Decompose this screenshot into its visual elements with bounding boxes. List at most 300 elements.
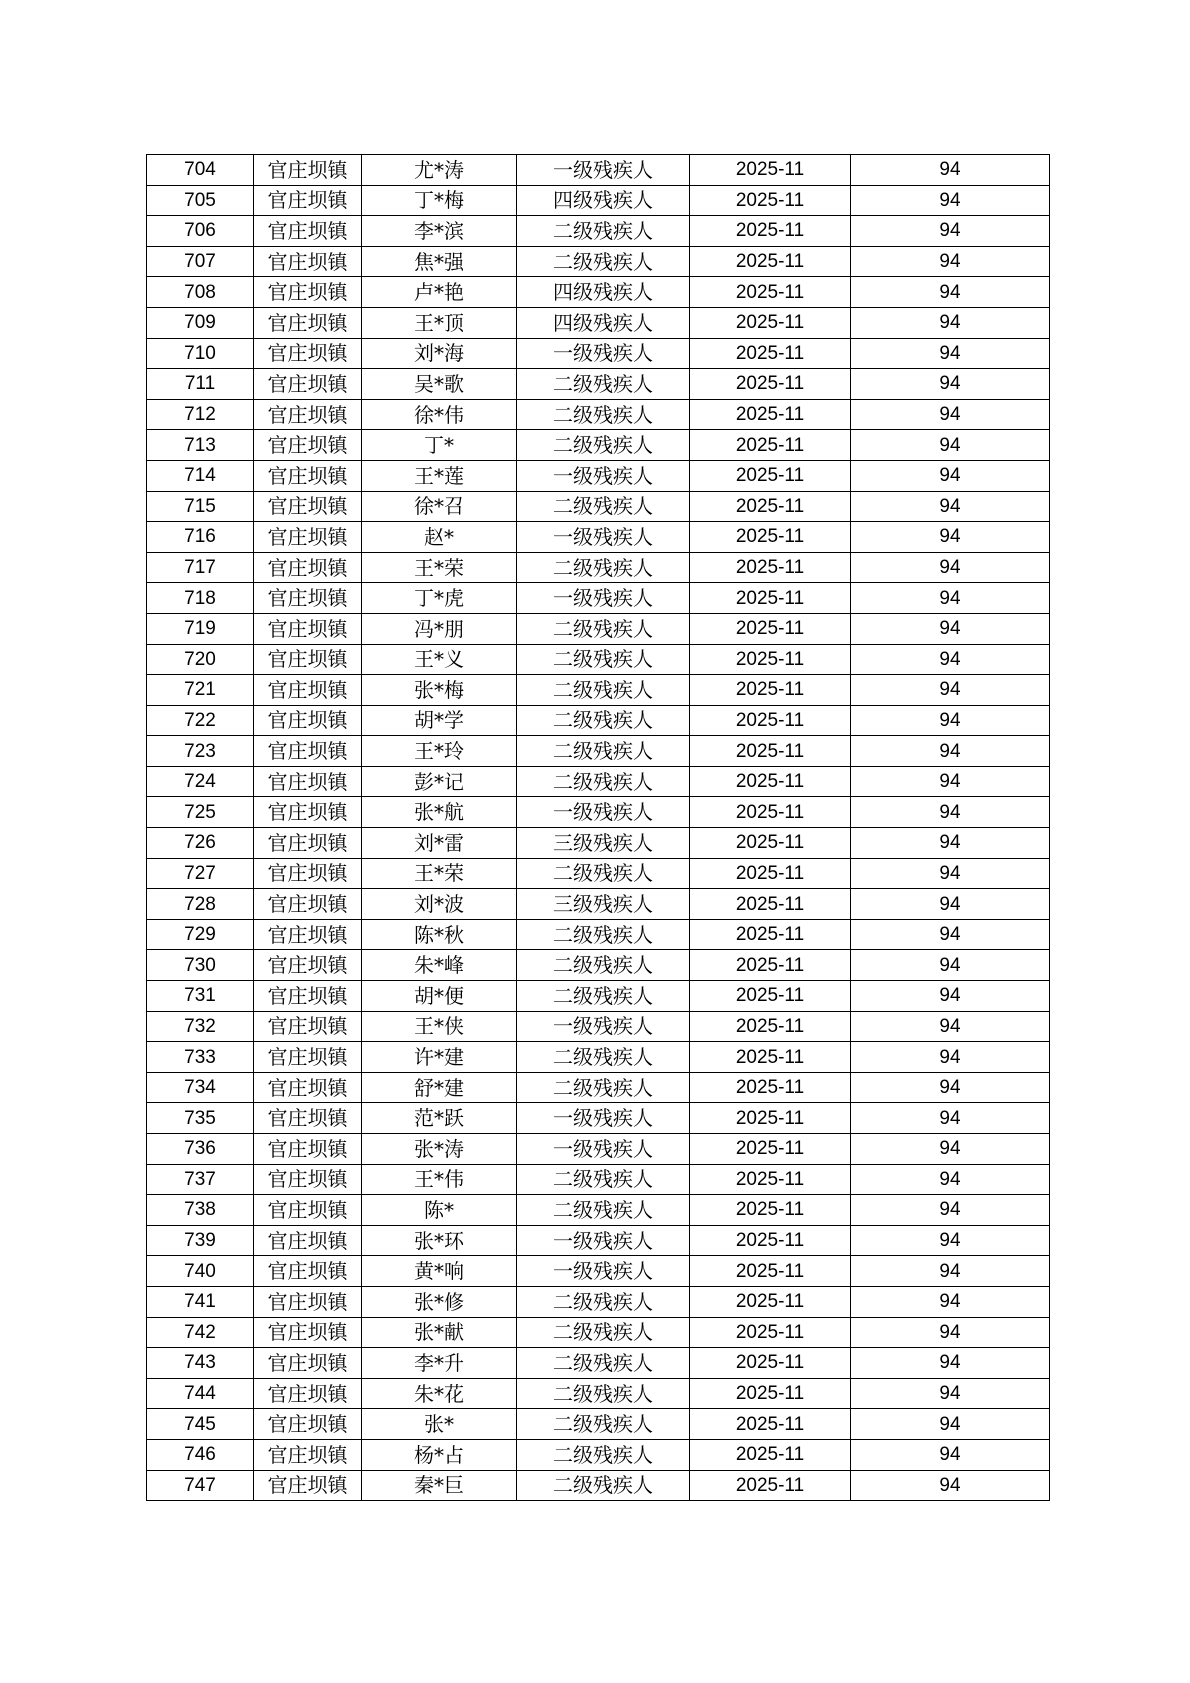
- cell-town: 官庄坝镇: [254, 1072, 362, 1103]
- cell-amount: 94: [851, 766, 1050, 797]
- cell-person-name: 秦*巨: [362, 1470, 517, 1501]
- table-row: [147, 155, 1050, 186]
- cell-town: 官庄坝镇: [254, 460, 362, 491]
- table-row: [147, 1103, 1050, 1134]
- cell-amount: 94: [851, 644, 1050, 675]
- cell-month: 2025-11: [690, 1286, 851, 1317]
- cell-amount: 94: [851, 430, 1050, 461]
- cell-amount: 94: [851, 1317, 1050, 1348]
- table-row: [147, 583, 1050, 614]
- cell-month: 2025-11: [690, 1103, 851, 1134]
- cell-serial-number: 738: [147, 1195, 254, 1226]
- cell-town: 官庄坝镇: [254, 675, 362, 706]
- cell-disability-level: 二级残疾人: [517, 1286, 690, 1317]
- cell-amount: 94: [851, 1134, 1050, 1165]
- cell-month: 2025-11: [690, 277, 851, 308]
- cell-disability-level: 二级残疾人: [517, 1409, 690, 1440]
- cell-person-name: 王*侠: [362, 1011, 517, 1042]
- table-row: [147, 552, 1050, 583]
- cell-month: 2025-11: [690, 1409, 851, 1440]
- cell-disability-level: 四级残疾人: [517, 277, 690, 308]
- cell-disability-level: 二级残疾人: [517, 1164, 690, 1195]
- table-row: [147, 889, 1050, 920]
- table-row: [147, 766, 1050, 797]
- cell-town: 官庄坝镇: [254, 216, 362, 247]
- cell-disability-level: 一级残疾人: [517, 1134, 690, 1165]
- cell-disability-level: 三级残疾人: [517, 828, 690, 859]
- cell-person-name: 王*玲: [362, 736, 517, 767]
- cell-serial-number: 704: [147, 155, 254, 186]
- cell-month: 2025-11: [690, 675, 851, 706]
- cell-serial-number: 720: [147, 644, 254, 675]
- cell-amount: 94: [851, 1348, 1050, 1379]
- cell-month: 2025-11: [690, 705, 851, 736]
- cell-disability-level: 二级残疾人: [517, 675, 690, 706]
- cell-month: 2025-11: [690, 1164, 851, 1195]
- cell-town: 官庄坝镇: [254, 1348, 362, 1379]
- table-row: [147, 1011, 1050, 1042]
- table-row: [147, 277, 1050, 308]
- cell-town: 官庄坝镇: [254, 583, 362, 614]
- cell-disability-level: 二级残疾人: [517, 1470, 690, 1501]
- cell-town: 官庄坝镇: [254, 307, 362, 338]
- cell-person-name: 王*义: [362, 644, 517, 675]
- cell-serial-number: 728: [147, 889, 254, 920]
- cell-serial-number: 707: [147, 246, 254, 277]
- cell-disability-level: 二级残疾人: [517, 613, 690, 644]
- cell-month: 2025-11: [690, 338, 851, 369]
- cell-serial-number: 717: [147, 552, 254, 583]
- cell-town: 官庄坝镇: [254, 858, 362, 889]
- table-row: [147, 1195, 1050, 1226]
- table-row: [147, 613, 1050, 644]
- cell-person-name: 丁*: [362, 430, 517, 461]
- cell-town: 官庄坝镇: [254, 613, 362, 644]
- cell-town: 官庄坝镇: [254, 1439, 362, 1470]
- cell-month: 2025-11: [690, 950, 851, 981]
- cell-town: 官庄坝镇: [254, 369, 362, 400]
- cell-person-name: 陈*: [362, 1195, 517, 1226]
- cell-month: 2025-11: [690, 185, 851, 216]
- table-row: [147, 644, 1050, 675]
- cell-month: 2025-11: [690, 491, 851, 522]
- cell-person-name: 刘*海: [362, 338, 517, 369]
- cell-town: 官庄坝镇: [254, 950, 362, 981]
- cell-month: 2025-11: [690, 460, 851, 491]
- cell-month: 2025-11: [690, 1378, 851, 1409]
- cell-town: 官庄坝镇: [254, 1225, 362, 1256]
- cell-amount: 94: [851, 460, 1050, 491]
- cell-month: 2025-11: [690, 828, 851, 859]
- cell-town: 官庄坝镇: [254, 1103, 362, 1134]
- cell-amount: 94: [851, 277, 1050, 308]
- cell-person-name: 冯*朋: [362, 613, 517, 644]
- cell-month: 2025-11: [690, 1348, 851, 1379]
- cell-disability-level: 二级残疾人: [517, 705, 690, 736]
- cell-disability-level: 一级残疾人: [517, 583, 690, 614]
- cell-amount: 94: [851, 399, 1050, 430]
- cell-town: 官庄坝镇: [254, 705, 362, 736]
- cell-disability-level: 一级残疾人: [517, 1103, 690, 1134]
- table-row: [147, 797, 1050, 828]
- cell-month: 2025-11: [690, 583, 851, 614]
- cell-town: 官庄坝镇: [254, 1134, 362, 1165]
- cell-month: 2025-11: [690, 797, 851, 828]
- cell-person-name: 卢*艳: [362, 277, 517, 308]
- cell-person-name: 尤*涛: [362, 155, 517, 186]
- cell-amount: 94: [851, 1286, 1050, 1317]
- cell-disability-level: 二级残疾人: [517, 1042, 690, 1073]
- cell-disability-level: 二级残疾人: [517, 246, 690, 277]
- table-row: [147, 1470, 1050, 1501]
- cell-disability-level: 二级残疾人: [517, 491, 690, 522]
- cell-disability-level: 二级残疾人: [517, 399, 690, 430]
- table-row: [147, 338, 1050, 369]
- cell-serial-number: 715: [147, 491, 254, 522]
- cell-serial-number: 718: [147, 583, 254, 614]
- table-row: [147, 950, 1050, 981]
- cell-person-name: 王*顶: [362, 307, 517, 338]
- cell-month: 2025-11: [690, 1470, 851, 1501]
- cell-person-name: 杨*占: [362, 1439, 517, 1470]
- cell-disability-level: 四级残疾人: [517, 307, 690, 338]
- cell-month: 2025-11: [690, 155, 851, 186]
- cell-person-name: 胡*便: [362, 981, 517, 1012]
- cell-town: 官庄坝镇: [254, 1470, 362, 1501]
- cell-amount: 94: [851, 1195, 1050, 1226]
- cell-disability-level: 一级残疾人: [517, 338, 690, 369]
- table-row: [147, 399, 1050, 430]
- cell-serial-number: 727: [147, 858, 254, 889]
- cell-month: 2025-11: [690, 1134, 851, 1165]
- cell-disability-level: 二级残疾人: [517, 1072, 690, 1103]
- cell-disability-level: 二级残疾人: [517, 369, 690, 400]
- table-row: [147, 828, 1050, 859]
- cell-person-name: 张*环: [362, 1225, 517, 1256]
- cell-serial-number: 729: [147, 919, 254, 950]
- table-row: [147, 491, 1050, 522]
- cell-serial-number: 731: [147, 981, 254, 1012]
- cell-disability-level: 二级残疾人: [517, 430, 690, 461]
- cell-disability-level: 一级残疾人: [517, 797, 690, 828]
- cell-disability-level: 二级残疾人: [517, 216, 690, 247]
- cell-amount: 94: [851, 919, 1050, 950]
- cell-town: 官庄坝镇: [254, 1011, 362, 1042]
- cell-person-name: 陈*秋: [362, 919, 517, 950]
- roster-body: [147, 155, 1050, 1501]
- cell-serial-number: 710: [147, 338, 254, 369]
- cell-serial-number: 725: [147, 797, 254, 828]
- cell-month: 2025-11: [690, 766, 851, 797]
- cell-amount: 94: [851, 307, 1050, 338]
- cell-person-name: 赵*: [362, 522, 517, 553]
- table-row: [147, 1409, 1050, 1440]
- cell-person-name: 胡*学: [362, 705, 517, 736]
- table-row: [147, 981, 1050, 1012]
- table-row: [147, 1072, 1050, 1103]
- cell-town: 官庄坝镇: [254, 155, 362, 186]
- cell-serial-number: 719: [147, 613, 254, 644]
- cell-serial-number: 746: [147, 1439, 254, 1470]
- cell-town: 官庄坝镇: [254, 736, 362, 767]
- cell-person-name: 徐*伟: [362, 399, 517, 430]
- cell-serial-number: 716: [147, 522, 254, 553]
- cell-disability-level: 二级残疾人: [517, 981, 690, 1012]
- cell-disability-level: 二级残疾人: [517, 1439, 690, 1470]
- cell-amount: 94: [851, 1103, 1050, 1134]
- table-row: [147, 1134, 1050, 1165]
- cell-month: 2025-11: [690, 522, 851, 553]
- cell-person-name: 许*建: [362, 1042, 517, 1073]
- subsidy-roster-table: [146, 154, 1050, 1501]
- cell-month: 2025-11: [690, 552, 851, 583]
- cell-town: 官庄坝镇: [254, 1042, 362, 1073]
- cell-amount: 94: [851, 1256, 1050, 1287]
- cell-person-name: 范*跃: [362, 1103, 517, 1134]
- cell-town: 官庄坝镇: [254, 766, 362, 797]
- cell-town: 官庄坝镇: [254, 491, 362, 522]
- cell-disability-level: 一级残疾人: [517, 1225, 690, 1256]
- cell-disability-level: 二级残疾人: [517, 919, 690, 950]
- cell-amount: 94: [851, 736, 1050, 767]
- cell-amount: 94: [851, 705, 1050, 736]
- cell-serial-number: 736: [147, 1134, 254, 1165]
- table-row: [147, 736, 1050, 767]
- cell-person-name: 朱*峰: [362, 950, 517, 981]
- cell-person-name: 丁*虎: [362, 583, 517, 614]
- table-row: [147, 307, 1050, 338]
- cell-serial-number: 732: [147, 1011, 254, 1042]
- cell-serial-number: 724: [147, 766, 254, 797]
- cell-amount: 94: [851, 155, 1050, 186]
- cell-town: 官庄坝镇: [254, 1378, 362, 1409]
- cell-person-name: 李*滨: [362, 216, 517, 247]
- cell-serial-number: 733: [147, 1042, 254, 1073]
- cell-month: 2025-11: [690, 613, 851, 644]
- cell-town: 官庄坝镇: [254, 828, 362, 859]
- cell-person-name: 张*献: [362, 1317, 517, 1348]
- table-row: [147, 1378, 1050, 1409]
- cell-serial-number: 741: [147, 1286, 254, 1317]
- cell-town: 官庄坝镇: [254, 430, 362, 461]
- cell-town: 官庄坝镇: [254, 522, 362, 553]
- cell-disability-level: 二级残疾人: [517, 736, 690, 767]
- cell-month: 2025-11: [690, 1225, 851, 1256]
- cell-serial-number: 730: [147, 950, 254, 981]
- cell-town: 官庄坝镇: [254, 1286, 362, 1317]
- cell-person-name: 张*修: [362, 1286, 517, 1317]
- cell-person-name: 王*伟: [362, 1164, 517, 1195]
- cell-serial-number: 714: [147, 460, 254, 491]
- cell-serial-number: 740: [147, 1256, 254, 1287]
- cell-town: 官庄坝镇: [254, 399, 362, 430]
- cell-serial-number: 705: [147, 185, 254, 216]
- table-row: [147, 430, 1050, 461]
- cell-serial-number: 713: [147, 430, 254, 461]
- cell-amount: 94: [851, 369, 1050, 400]
- table-row: [147, 1164, 1050, 1195]
- table-row: [147, 1439, 1050, 1470]
- cell-month: 2025-11: [690, 1042, 851, 1073]
- cell-serial-number: 745: [147, 1409, 254, 1440]
- cell-person-name: 李*升: [362, 1348, 517, 1379]
- cell-person-name: 刘*波: [362, 889, 517, 920]
- cell-month: 2025-11: [690, 1195, 851, 1226]
- cell-town: 官庄坝镇: [254, 1256, 362, 1287]
- cell-serial-number: 711: [147, 369, 254, 400]
- cell-person-name: 张*: [362, 1409, 517, 1440]
- cell-amount: 94: [851, 613, 1050, 644]
- cell-disability-level: 一级残疾人: [517, 460, 690, 491]
- table-row: [147, 1256, 1050, 1287]
- cell-town: 官庄坝镇: [254, 797, 362, 828]
- cell-disability-level: 二级残疾人: [517, 858, 690, 889]
- cell-amount: 94: [851, 797, 1050, 828]
- cell-amount: 94: [851, 889, 1050, 920]
- cell-amount: 94: [851, 216, 1050, 247]
- cell-amount: 94: [851, 522, 1050, 553]
- table-row: [147, 369, 1050, 400]
- cell-person-name: 刘*雷: [362, 828, 517, 859]
- table-row: [147, 216, 1050, 247]
- cell-disability-level: 一级残疾人: [517, 155, 690, 186]
- table-row: [147, 460, 1050, 491]
- cell-town: 官庄坝镇: [254, 1409, 362, 1440]
- cell-month: 2025-11: [690, 307, 851, 338]
- cell-serial-number: 721: [147, 675, 254, 706]
- table-row: [147, 185, 1050, 216]
- cell-serial-number: 743: [147, 1348, 254, 1379]
- cell-month: 2025-11: [690, 246, 851, 277]
- cell-serial-number: 723: [147, 736, 254, 767]
- cell-person-name: 朱*花: [362, 1378, 517, 1409]
- cell-person-name: 王*莲: [362, 460, 517, 491]
- cell-disability-level: 一级残疾人: [517, 522, 690, 553]
- cell-amount: 94: [851, 858, 1050, 889]
- cell-amount: 94: [851, 981, 1050, 1012]
- cell-person-name: 张*航: [362, 797, 517, 828]
- cell-person-name: 张*涛: [362, 1134, 517, 1165]
- cell-person-name: 王*荣: [362, 858, 517, 889]
- cell-person-name: 张*梅: [362, 675, 517, 706]
- cell-disability-level: 二级残疾人: [517, 950, 690, 981]
- cell-month: 2025-11: [690, 736, 851, 767]
- cell-amount: 94: [851, 1072, 1050, 1103]
- table-row: [147, 1225, 1050, 1256]
- cell-amount: 94: [851, 1042, 1050, 1073]
- cell-serial-number: 726: [147, 828, 254, 859]
- cell-person-name: 黄*响: [362, 1256, 517, 1287]
- cell-month: 2025-11: [690, 430, 851, 461]
- cell-amount: 94: [851, 1409, 1050, 1440]
- cell-serial-number: 742: [147, 1317, 254, 1348]
- cell-town: 官庄坝镇: [254, 889, 362, 920]
- cell-serial-number: 712: [147, 399, 254, 430]
- cell-month: 2025-11: [690, 1439, 851, 1470]
- cell-month: 2025-11: [690, 889, 851, 920]
- cell-town: 官庄坝镇: [254, 1195, 362, 1226]
- cell-amount: 94: [851, 950, 1050, 981]
- cell-month: 2025-11: [690, 1256, 851, 1287]
- cell-serial-number: 747: [147, 1470, 254, 1501]
- cell-disability-level: 二级残疾人: [517, 1317, 690, 1348]
- cell-disability-level: 二级残疾人: [517, 1195, 690, 1226]
- table-row: [147, 1317, 1050, 1348]
- cell-disability-level: 二级残疾人: [517, 552, 690, 583]
- table-row: [147, 858, 1050, 889]
- cell-person-name: 舒*建: [362, 1072, 517, 1103]
- cell-town: 官庄坝镇: [254, 1164, 362, 1195]
- cell-serial-number: 744: [147, 1378, 254, 1409]
- cell-disability-level: 二级残疾人: [517, 1378, 690, 1409]
- cell-disability-level: 一级残疾人: [517, 1256, 690, 1287]
- cell-town: 官庄坝镇: [254, 277, 362, 308]
- cell-town: 官庄坝镇: [254, 552, 362, 583]
- cell-amount: 94: [851, 1164, 1050, 1195]
- cell-amount: 94: [851, 675, 1050, 706]
- cell-amount: 94: [851, 583, 1050, 614]
- cell-town: 官庄坝镇: [254, 338, 362, 369]
- cell-disability-level: 三级残疾人: [517, 889, 690, 920]
- cell-town: 官庄坝镇: [254, 919, 362, 950]
- cell-month: 2025-11: [690, 216, 851, 247]
- cell-amount: 94: [851, 246, 1050, 277]
- table-row: [147, 675, 1050, 706]
- cell-month: 2025-11: [690, 919, 851, 950]
- cell-amount: 94: [851, 1011, 1050, 1042]
- cell-serial-number: 708: [147, 277, 254, 308]
- cell-person-name: 焦*强: [362, 246, 517, 277]
- cell-town: 官庄坝镇: [254, 644, 362, 675]
- cell-town: 官庄坝镇: [254, 981, 362, 1012]
- cell-serial-number: 722: [147, 705, 254, 736]
- table-row: [147, 705, 1050, 736]
- cell-town: 官庄坝镇: [254, 185, 362, 216]
- cell-person-name: 彭*记: [362, 766, 517, 797]
- cell-disability-level: 二级残疾人: [517, 766, 690, 797]
- cell-serial-number: 706: [147, 216, 254, 247]
- cell-amount: 94: [851, 338, 1050, 369]
- cell-amount: 94: [851, 1225, 1050, 1256]
- cell-month: 2025-11: [690, 644, 851, 675]
- cell-serial-number: 735: [147, 1103, 254, 1134]
- cell-disability-level: 四级残疾人: [517, 185, 690, 216]
- table-row: [147, 919, 1050, 950]
- cell-disability-level: 一级残疾人: [517, 1011, 690, 1042]
- cell-amount: 94: [851, 1470, 1050, 1501]
- cell-amount: 94: [851, 552, 1050, 583]
- cell-disability-level: 二级残疾人: [517, 1348, 690, 1379]
- table-row: [147, 1042, 1050, 1073]
- cell-month: 2025-11: [690, 981, 851, 1012]
- cell-person-name: 吴*歌: [362, 369, 517, 400]
- cell-amount: 94: [851, 491, 1050, 522]
- cell-town: 官庄坝镇: [254, 1317, 362, 1348]
- cell-serial-number: 709: [147, 307, 254, 338]
- cell-month: 2025-11: [690, 1072, 851, 1103]
- cell-serial-number: 737: [147, 1164, 254, 1195]
- table-row: [147, 1286, 1050, 1317]
- cell-person-name: 王*荣: [362, 552, 517, 583]
- cell-amount: 94: [851, 1378, 1050, 1409]
- cell-person-name: 徐*召: [362, 491, 517, 522]
- table-row: [147, 246, 1050, 277]
- cell-disability-level: 二级残疾人: [517, 644, 690, 675]
- cell-amount: 94: [851, 185, 1050, 216]
- cell-amount: 94: [851, 828, 1050, 859]
- cell-month: 2025-11: [690, 369, 851, 400]
- cell-town: 官庄坝镇: [254, 246, 362, 277]
